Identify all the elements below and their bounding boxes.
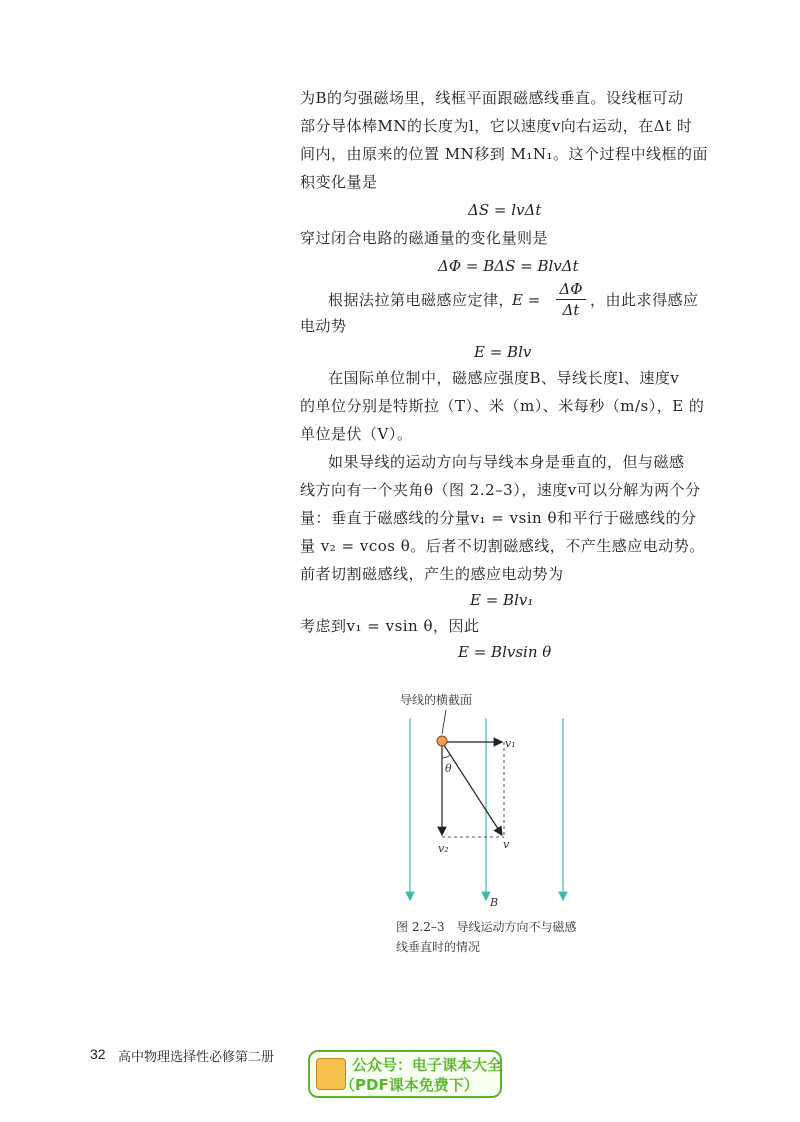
equation: ΔΦ = BΔS = BlvΔt <box>438 257 579 275</box>
wire-label: 导线的横截面 <box>400 693 473 707</box>
paragraph-line: 穿过闭合电路的磁通量的变化量则是 <box>300 229 549 247</box>
paragraph-line: 线方向有一个夹角θ（图 2.2–3），速度v可以分解为两个分 <box>300 481 701 499</box>
paragraph-line: 如果导线的运动方向与导线本身是垂直的，但与磁感 <box>328 453 685 471</box>
fraction-denominator: Δt <box>562 301 580 319</box>
page-number: 32 <box>90 1046 106 1062</box>
equation: ΔS = lvΔt <box>468 201 542 219</box>
figure-2-2-3 <box>380 690 600 920</box>
paragraph-line: 的单位分别是特斯拉（T）、米（m）、米每秒（m/s），E 的 <box>300 397 705 415</box>
paragraph-line: 间内，由原来的位置 MN移到 M₁N₁。这个过程中线框的面 <box>300 145 709 163</box>
paragraph-line: 单位是伏（V）。 <box>300 425 413 443</box>
paragraph-line: 部分导体棒MN的长度为l，它以速度v向右运动，在Δt 时 <box>300 117 693 135</box>
label-pointer <box>442 710 446 734</box>
b-label: B <box>490 896 499 909</box>
paragraph-line: 在国际单位制中，磁感应强度B、导线长度l、速度v <box>328 369 680 387</box>
paragraph-line: 根据法拉第电磁感应定律， <box>328 291 515 309</box>
watermark-badge <box>308 1050 502 1098</box>
watermark-line1: 公众号：电子课本大全 <box>352 1056 503 1074</box>
paragraph-line: ，由此求得感应 <box>590 291 699 309</box>
wire-cross-section <box>437 736 447 746</box>
equation: E = Blv₁ <box>470 591 534 609</box>
v1-label: v₁ <box>505 737 516 750</box>
fraction-bar <box>556 299 586 300</box>
theta-label: θ <box>445 762 452 775</box>
paragraph-line: 为B的匀强磁场里，线框平面跟磁感线垂直。设线框可动 <box>300 89 684 107</box>
paragraph-line: 电动势 <box>300 317 347 335</box>
equation: E = Blv <box>474 343 532 361</box>
paragraph-line: 积变化量是 <box>300 173 378 191</box>
figure-caption: 线垂直时的情况 <box>396 940 481 954</box>
paragraph-line: 考虑到v₁ = vsin θ，因此 <box>300 617 480 635</box>
book-title: 高中物理选择性必修第二册 <box>118 1050 275 1065</box>
equation-lhs: E = <box>512 291 541 309</box>
v-label: v <box>503 838 510 851</box>
paragraph-line: 量：垂直于磁感线的分量v₁ = vsin θ和平行于磁感线的分 <box>300 509 697 527</box>
paragraph-line: 前者切割磁感线，产生的感应电动势为 <box>300 565 564 583</box>
equation: E = Blvsin θ <box>458 643 552 661</box>
paragraph-line: 量 v₂ = vcos θ。后者不切割磁感线，不产生感应电动势。 <box>300 537 705 555</box>
v-arrow <box>442 742 502 835</box>
fraction <box>556 280 586 319</box>
v2-label: v₂ <box>438 842 449 855</box>
angle-arc <box>442 755 450 758</box>
fraction-numerator: ΔΦ <box>559 280 583 298</box>
watermark-line2: （PDF课本免费下） <box>340 1076 479 1094</box>
figure-caption: 图 2.2–3 导线运动方向不与磁感 <box>396 920 577 934</box>
